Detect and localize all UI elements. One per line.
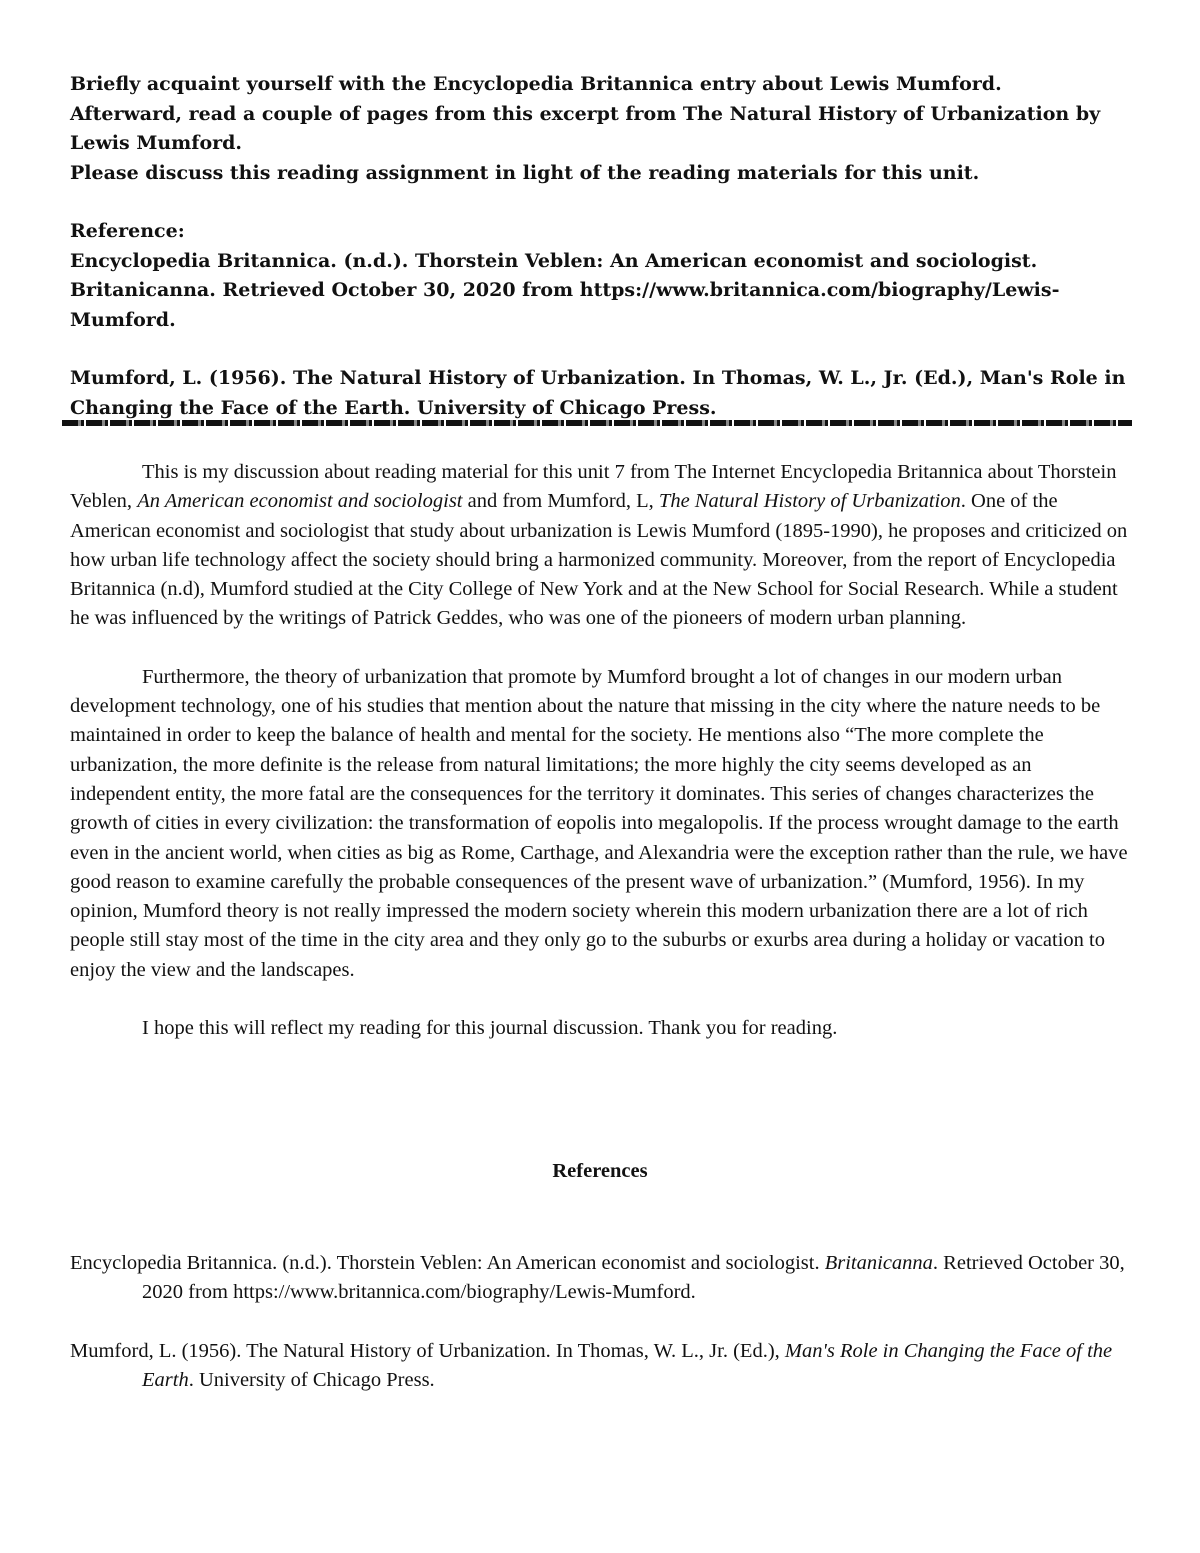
paragraph-3: I hope this will reflect my reading for this journal discussion. Thank you for reading.	[142, 1017, 838, 1040]
prompt-line-1: Briefly acquaint yourself with the Encyclopedia Britannica entry about Lewis Mumford.	[70, 73, 1002, 95]
prompt-line-2: Afterward, read a couple of pages from this excerpt from The Natural History of Urbanization by Lewis Mumford.	[70, 102, 1101, 154]
prompt-line-3: Please discuss this reading assignment in light of the reading materials for this unit.	[70, 161, 980, 184]
prompt-reference-2: Mumford, L. (1956). The Natural History of Urbanization. In Thomas, W. L., Jr. (Ed.), Man's Role in Changing the Face of the Earth. University of Chicago Press.	[70, 367, 1126, 419]
reference-entry-2: Mumford, L. (1956). The Natural History of Urbanization. In Thomas, W. L., Jr. (Ed.), Man's Role in Changing the Face of the Earth. University of Chicago Press.	[70, 1339, 1113, 1391]
prompt-reference-1: Encyclopedia Britannica. (n.d.). Thorstein Veblen: An American economist and sociologist. Britanicanna. Retrieved October 30, 2020 from https://www.britannica.com/biography/Lewis-Mumford.	[70, 249, 1060, 331]
section-divider	[62, 420, 1132, 426]
prompt-reference-label: Reference:	[70, 220, 185, 242]
references-list	[70, 1249, 1132, 1424]
discussion-body	[70, 458, 1132, 1072]
paragraph-2: Furthermore, the theory of urbanization that promote by Mumford brought a lot of changes in our modern urban development technology, one of his studies that mention about the nature that missing in the city where the nature needs to be maintained in order to keep the balance of health and mental for the society. He mentions also “The more complete the urbanization, the more definite is the release from natural limitations; the more highly the city seems developed as an independent entity, the more fatal are the consequences for the territory it dominates. This series of changes characterizes the growth of cities in every civilization: the transformation of eopolis into megalopolis. If the process wrought damage to the earth even in the ancient world, when cities as big as Rome, Carthage, and Alexandria were the exception rather than the rule, we have good reason to examine carefully the probable consequences of the present wave of urbanization.” (Mumford, 1956). In my opinion, Mumford theory is not really impressed the modern society wherein this modern urbanization there are a lot of rich people still stay most of the time in the city area and they only go to the suburbs or exurbs area during a holiday or vacation to enjoy the view and the landscapes.	[70, 665, 1128, 981]
paragraph-1: This is my discussion about reading material for this unit 7 from The Internet Encyclopedia Britannica about Thorstein Veblen, An American economist and sociologist and from Mumford, L, The Natural History of Urbanization. One of the American economist and sociologist that study about urbanization is Lewis Mumford (1895-1990), he proposes and criticized on how urban life technology affect the society should bring a harmonized community. Moreover, from the report of Encyclopedia Britannica (n.d), Mumford studied at the City College of New York and at the New School for Social Research. While a student he was influenced by the writings of Patrick Geddes, who was one of the pioneers of modern urban planning.	[70, 461, 1128, 630]
assignment-prompt	[70, 70, 1130, 423]
reference-entry-1: Encyclopedia Britannica. (n.d.). Thorstein Veblen: An American economist and sociologist. Britanicanna. Retrieved October 30, 2020 from https://www.britannica.com/biography/Lewis-Mumford.	[70, 1252, 1125, 1304]
references-heading: References	[552, 1160, 648, 1182]
